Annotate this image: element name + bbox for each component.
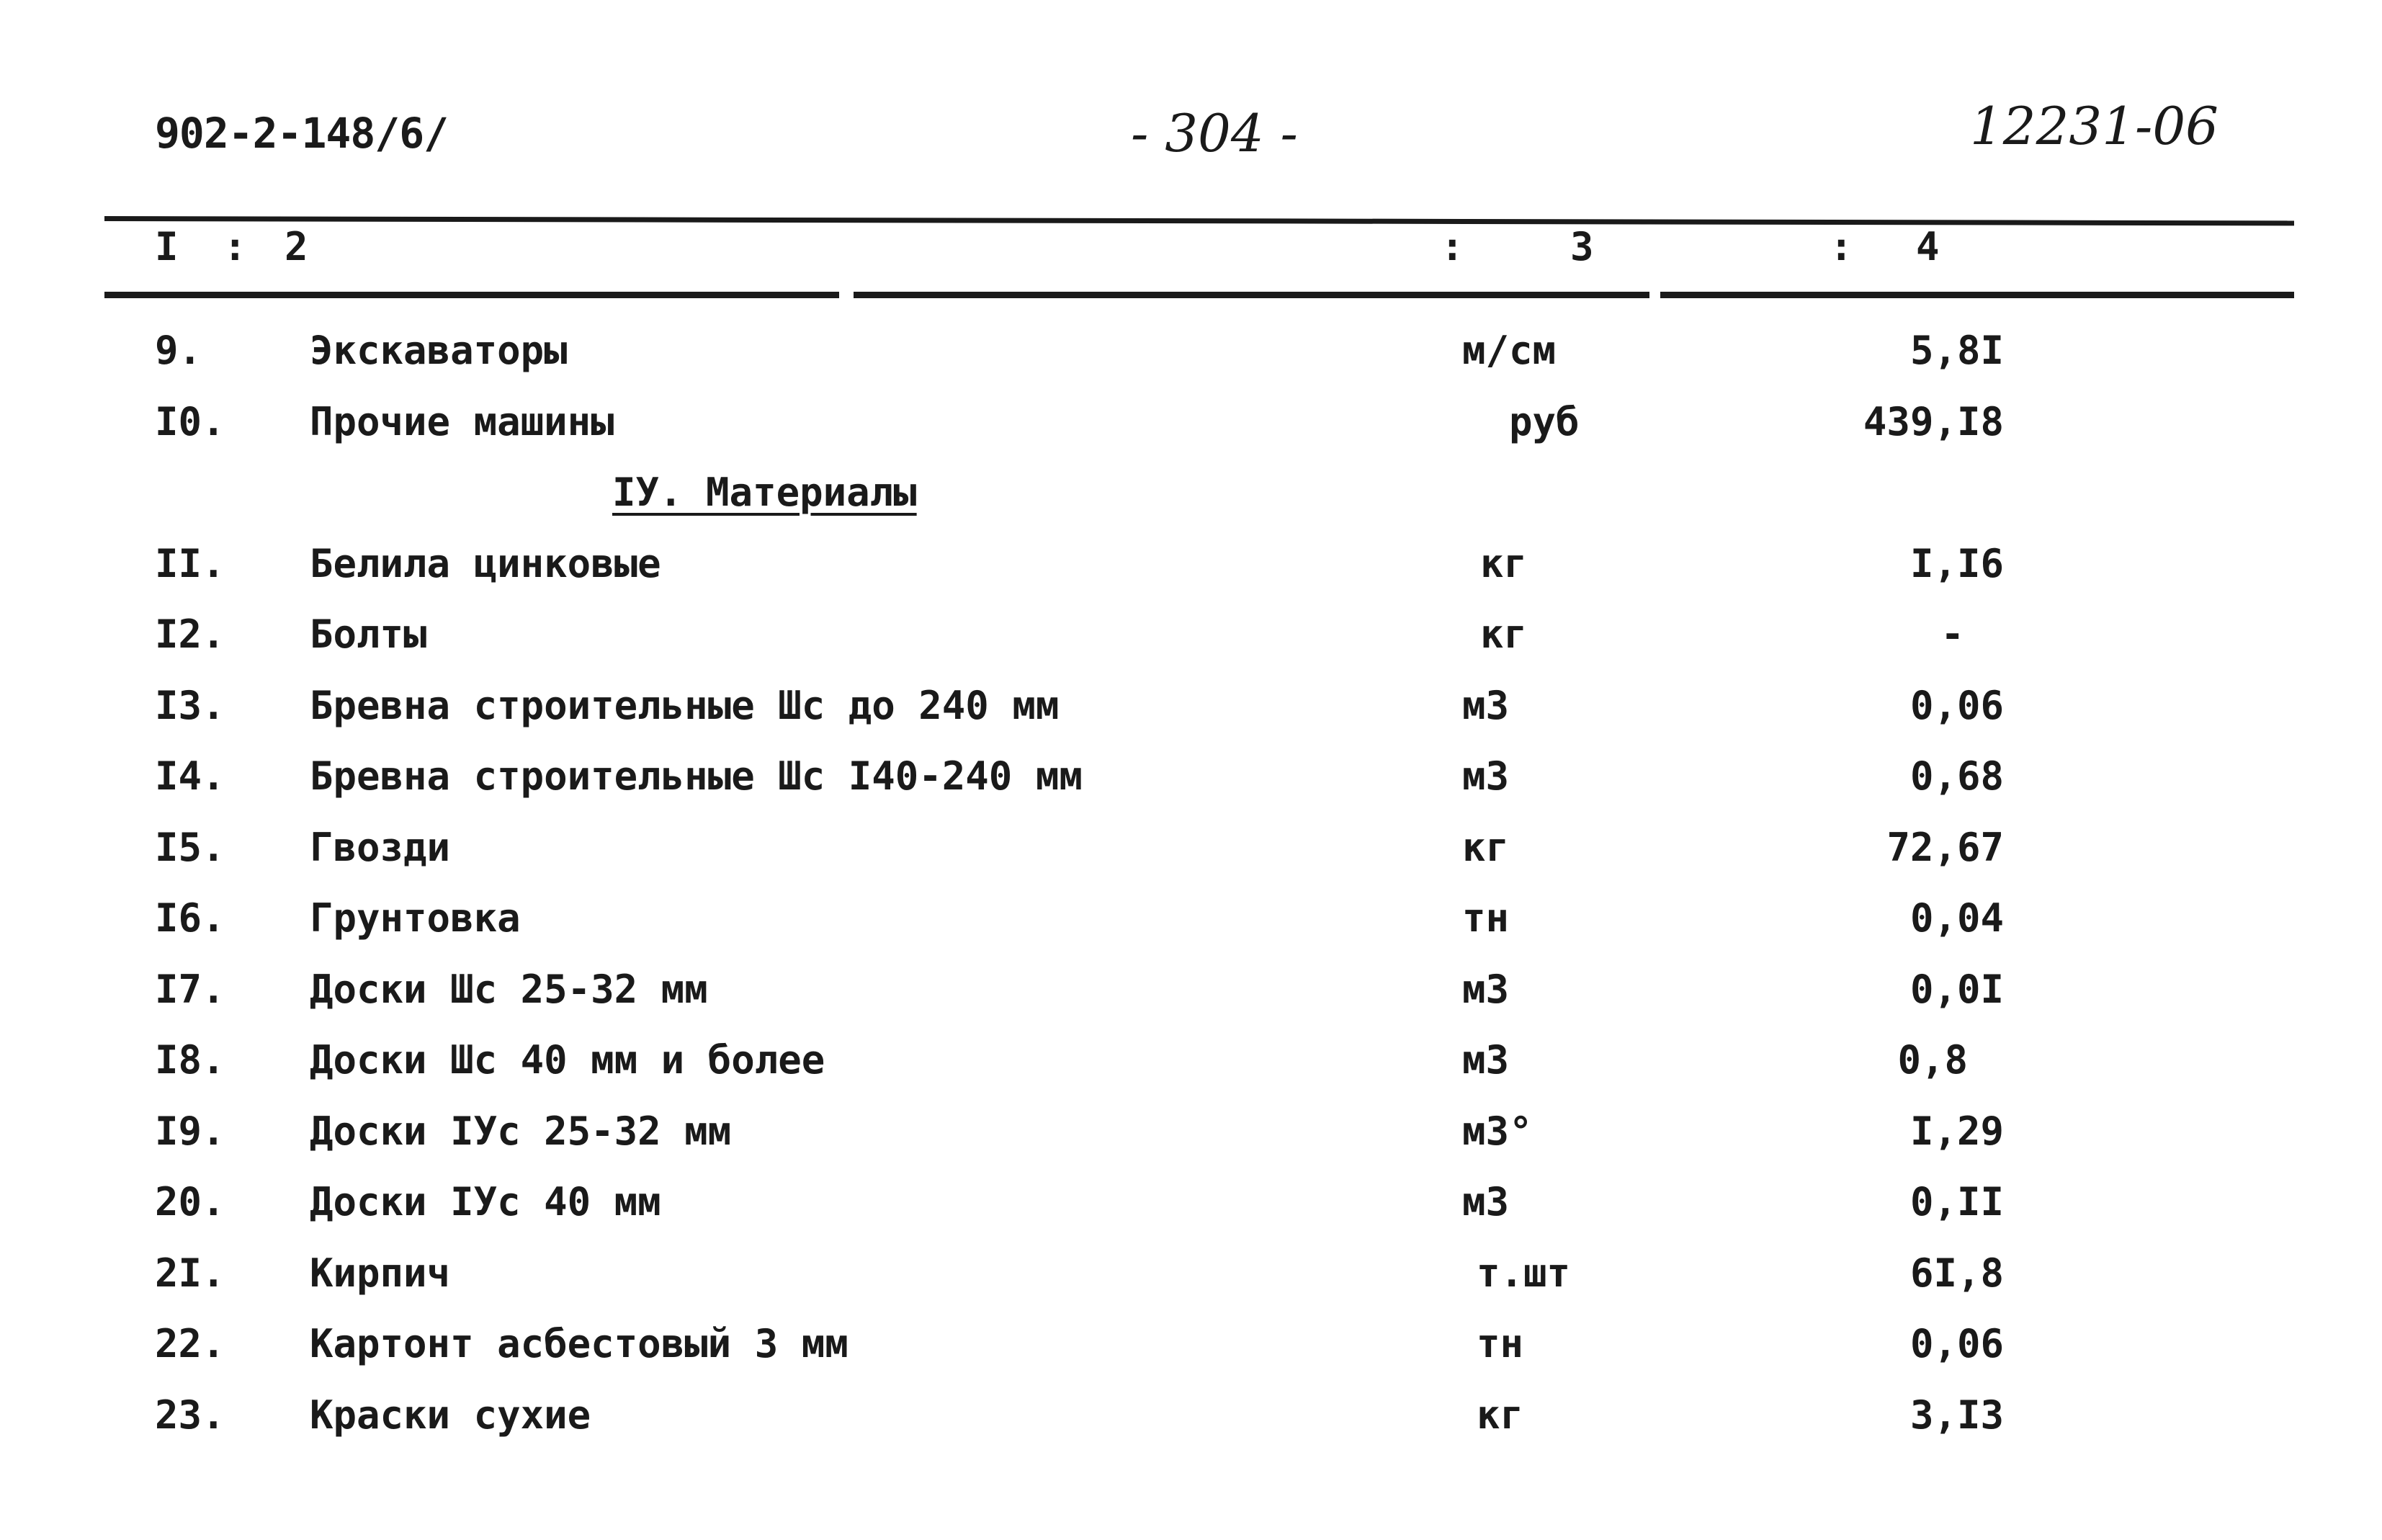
row-unit: кг bbox=[1462, 824, 1510, 870]
column-separator: : bbox=[1441, 224, 1464, 269]
row-number: I3. bbox=[155, 682, 225, 728]
row-value: - bbox=[1940, 612, 1964, 657]
row-number: I8. bbox=[155, 1037, 225, 1083]
row-value: 0,8 bbox=[1897, 1037, 1968, 1083]
row-name: Доски Шс 40 мм и более bbox=[310, 1037, 825, 1083]
row-name: Экскаваторы bbox=[310, 328, 568, 373]
table-row bbox=[0, 1390, 2382, 1461]
row-number: I5. bbox=[155, 824, 225, 870]
row-value: 439,I8 bbox=[1863, 398, 2004, 444]
row-value: 3,I3 bbox=[1909, 1392, 2004, 1438]
row-value: 0,04 bbox=[1909, 895, 2004, 941]
row-name: Бревна строительные Шс I40-240 мм bbox=[310, 753, 1083, 799]
column-number-2: 2 bbox=[285, 224, 308, 269]
row-unit: м3 bbox=[1462, 753, 1510, 799]
row-value: 6I,8 bbox=[1909, 1250, 2004, 1296]
table-row bbox=[0, 1035, 2382, 1106]
row-name: Картонт асбестовый 3 мм bbox=[310, 1321, 849, 1366]
column-numbers-row bbox=[0, 222, 2382, 272]
table-row bbox=[0, 964, 2382, 1036]
column-separator: : bbox=[1830, 224, 1853, 269]
row-name: Доски Шс 25-32 мм bbox=[310, 966, 708, 1012]
row-unit: м/см bbox=[1462, 328, 1557, 373]
row-name: Прочие машины bbox=[310, 398, 614, 444]
row-name: Гвозди bbox=[310, 824, 451, 870]
row-value: 5,8I bbox=[1909, 328, 2004, 373]
row-name: Доски IУс 25-32 мм bbox=[310, 1108, 732, 1154]
row-number: I4. bbox=[155, 753, 225, 799]
column-number-3: 3 bbox=[1570, 224, 1594, 269]
table-row bbox=[0, 681, 2382, 752]
row-unit: м3° bbox=[1462, 1108, 1533, 1154]
row-value: 0,06 bbox=[1909, 682, 2004, 728]
row-unit: м3 bbox=[1462, 682, 1510, 728]
table-row bbox=[0, 1319, 2382, 1390]
row-name: Кирпич bbox=[310, 1250, 451, 1296]
row-value: 0,0I bbox=[1909, 966, 2004, 1012]
row-number: II. bbox=[155, 540, 225, 586]
row-name: Бревна строительные Шс до 240 мм bbox=[310, 682, 1060, 728]
row-unit: кг bbox=[1480, 540, 1528, 586]
column-number-1: I bbox=[155, 224, 179, 269]
row-name: Доски IУс 40 мм bbox=[310, 1179, 661, 1225]
row-unit: м3 bbox=[1462, 1037, 1510, 1083]
header-rule-col3 bbox=[1660, 292, 2294, 298]
column-separator: : bbox=[223, 224, 247, 269]
table-row bbox=[0, 539, 2382, 610]
row-unit: тн bbox=[1462, 895, 1510, 941]
table-row bbox=[0, 1177, 2382, 1248]
row-name: Белила цинковые bbox=[310, 540, 661, 586]
table-row bbox=[0, 893, 2382, 964]
row-value: I,29 bbox=[1909, 1108, 2004, 1154]
row-value: 0,06 bbox=[1909, 1321, 2004, 1366]
row-value: 72,67 bbox=[1886, 824, 2004, 870]
row-unit: руб bbox=[1509, 398, 1580, 444]
row-number: I0. bbox=[155, 398, 225, 444]
row-number: 23. bbox=[155, 1392, 225, 1438]
row-name: Грунтовка bbox=[310, 895, 521, 941]
table-row bbox=[0, 1106, 2382, 1178]
row-number: I9. bbox=[155, 1108, 225, 1154]
table-row bbox=[0, 326, 2382, 397]
header-rule-col1-2 bbox=[104, 292, 839, 298]
row-number: I7. bbox=[155, 966, 225, 1012]
materials-table bbox=[0, 326, 2382, 1461]
sheet-code: 12231-06 bbox=[1970, 96, 2218, 156]
row-number: I6. bbox=[155, 895, 225, 941]
row-unit: м3 bbox=[1462, 1179, 1510, 1225]
section-title: IУ. Материалы bbox=[612, 470, 917, 515]
row-name: Краски сухие bbox=[310, 1392, 591, 1438]
table-row bbox=[0, 1248, 2382, 1320]
row-unit: м3 bbox=[1462, 966, 1510, 1012]
row-number: 20. bbox=[155, 1179, 225, 1225]
row-value: I,I6 bbox=[1909, 540, 2004, 586]
row-number: I2. bbox=[155, 612, 225, 657]
row-number: 22. bbox=[155, 1321, 225, 1366]
table-row bbox=[0, 823, 2382, 894]
document-code: 902-2-148/6/ bbox=[155, 109, 449, 158]
row-unit: тн bbox=[1477, 1321, 1524, 1366]
column-number-4: 4 bbox=[1916, 224, 1940, 269]
header-rule-col2b bbox=[854, 292, 1649, 298]
table-row bbox=[0, 609, 2382, 681]
row-number: 9. bbox=[155, 328, 202, 373]
row-number: 2I. bbox=[155, 1250, 225, 1296]
row-value: 0,II bbox=[1909, 1179, 2004, 1225]
page-number: - 304 - bbox=[1131, 103, 1298, 164]
row-value: 0,68 bbox=[1909, 753, 2004, 799]
section-heading-row bbox=[0, 467, 2382, 539]
table-row bbox=[0, 751, 2382, 823]
table-row bbox=[0, 397, 2382, 468]
row-unit: кг bbox=[1477, 1392, 1524, 1438]
row-unit: т.шт bbox=[1477, 1250, 1571, 1296]
row-unit: кг bbox=[1480, 612, 1528, 657]
row-name: Болты bbox=[310, 612, 427, 657]
